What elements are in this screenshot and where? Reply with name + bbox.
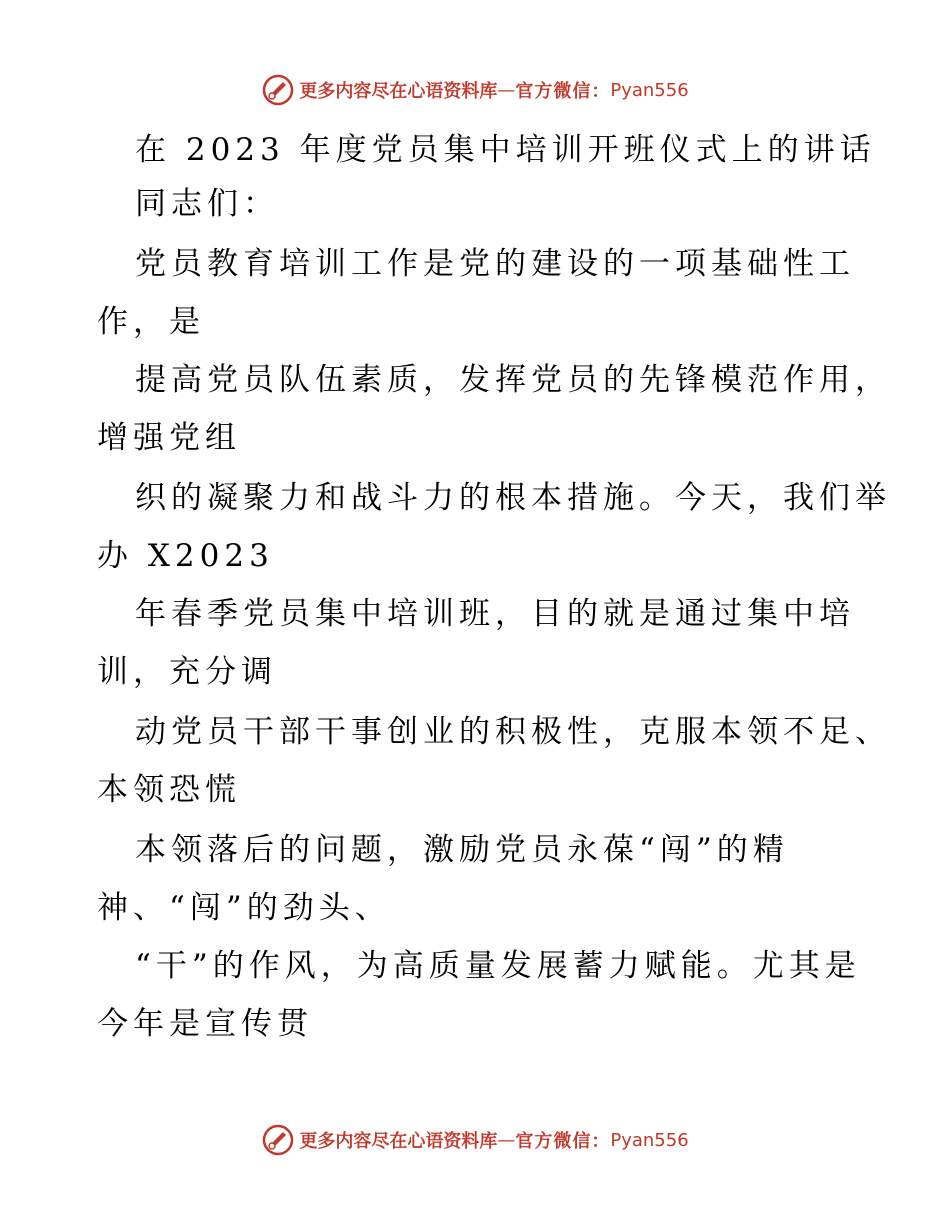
paragraph-line: 增强党组: [97, 420, 241, 456]
banner-dash: —: [497, 79, 516, 101]
paragraph-line: 本领恐慌: [97, 772, 241, 808]
banner-wechat-label: 官方微信：: [515, 1131, 611, 1152]
paragraph-line: 今年是宣传贯: [97, 1006, 313, 1042]
document-title: 在 2023 年度党员集中培训开班仪式上的讲话: [135, 132, 876, 168]
paragraph-line: 作，是: [97, 304, 205, 340]
brand-logo-icon: [261, 1123, 295, 1157]
paragraph-line: 年春季党员集中培训班，目的就是通过集中培: [135, 596, 855, 632]
paragraph-line: 同志们：: [135, 186, 279, 222]
banner-wechat-id: Pyan556: [610, 1129, 689, 1151]
banner-wechat-id: Pyan556: [610, 79, 689, 101]
banner-main-text: 更多内容尽在心语资料库: [299, 1131, 498, 1152]
paragraph-line: 神、“闯”的劲头、: [97, 890, 391, 926]
paragraph-line: 本领落后的问题，激励党员永葆“闯”的精: [135, 832, 789, 868]
brand-logo-icon: [261, 73, 295, 107]
paragraph-line: 办 X2023: [97, 538, 274, 574]
paragraph-line: “干”的作风，为高质量发展蓄力赋能。尤其是: [135, 948, 861, 984]
paragraph-line: 织的凝聚力和战斗力的根本措施。今天，我们举: [135, 480, 891, 516]
banner-wechat-label: 官方微信：: [515, 81, 611, 102]
paragraph-line: 动党员干部干事创业的积极性，克服本领不足、: [135, 714, 891, 750]
banner-main-text: 更多内容尽在心语资料库: [299, 81, 498, 102]
paragraph-line: 党员教育培训工作是党的建设的一项基础性工: [135, 246, 855, 282]
paragraph-line: 训，充分调: [97, 654, 277, 690]
banner-dash: —: [497, 1129, 516, 1151]
footer-watermark: [0, 1120, 950, 1160]
paragraph-line: 提高党员队伍素质，发挥党员的先锋模范作用，: [135, 362, 891, 398]
header-watermark: [0, 70, 950, 110]
